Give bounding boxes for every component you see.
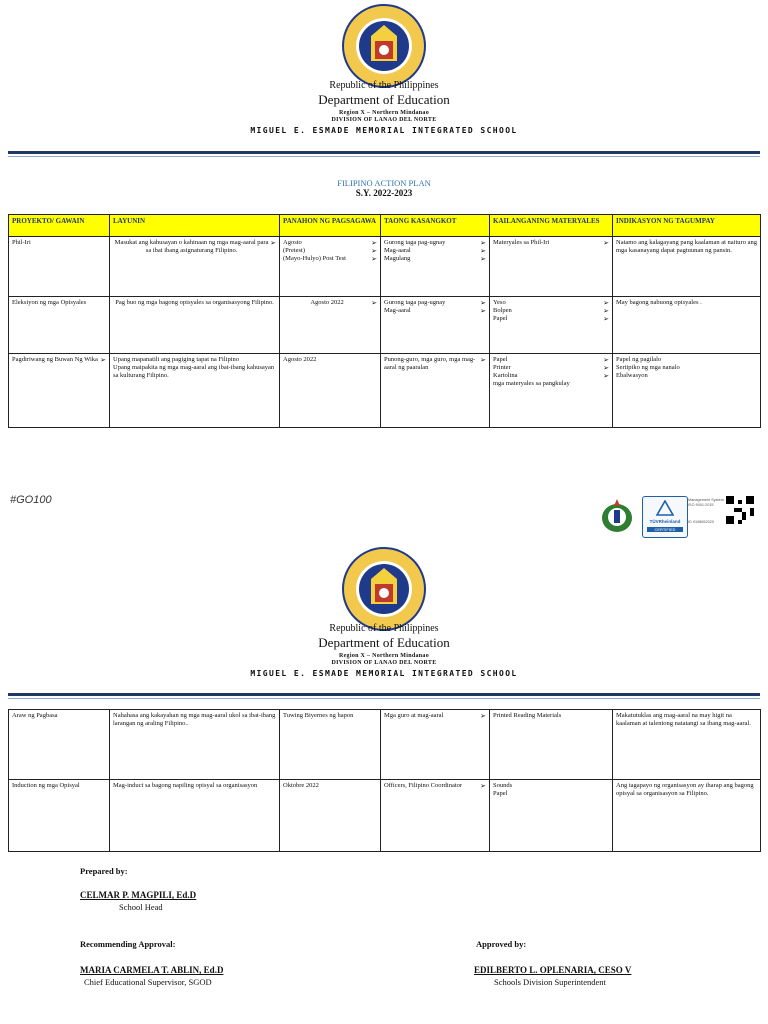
cell-taong — [381, 710, 490, 780]
approved-name: EDILBERTO L. OPLENARIA, CESO V — [474, 965, 632, 975]
bullet-arrow-icon: ➢ — [480, 239, 486, 247]
cell-text: Bolpen — [493, 307, 512, 314]
cell-panahon: Agosto 2022 — [280, 354, 381, 428]
col-header-layunin: LAYUNIN — [110, 215, 280, 237]
school-name: MIGUEL E. ESMADE MEMORIAL INTEGRATED SCHOOL — [250, 669, 518, 678]
cell-proyekto: Phil-Iri — [9, 237, 110, 297]
cell-text: Mag-aaral — [384, 247, 411, 254]
qr-code-icon — [726, 496, 754, 524]
bullet-arrow-icon: ➢ — [371, 247, 377, 255]
header-rule — [8, 151, 760, 154]
table-row — [9, 354, 761, 428]
bullet-arrow-icon: ➢ — [603, 239, 609, 247]
cell-text: Agosto — [283, 239, 302, 246]
division-line: DIVISION OF LANAO DEL NORTE — [331, 117, 437, 123]
deped-seal-logo — [341, 3, 427, 89]
bullet-arrow-icon: ➢ — [603, 315, 609, 323]
cell-text: Materyales sa Phil-Iri — [493, 239, 550, 246]
cell-text: Kartolina — [493, 372, 518, 379]
bullet-arrow-icon: ➢ — [371, 239, 377, 247]
cell-taong — [381, 237, 490, 297]
region-line: Region X – Northern Mindanao — [338, 653, 430, 659]
header-rule-thin — [8, 698, 760, 699]
republic-line: Republic of the Philippines — [329, 80, 439, 91]
cell-text: Papel — [493, 356, 508, 363]
bullet-arrow-icon: ➢ — [603, 364, 609, 372]
tuv-triangle-icon — [656, 500, 674, 516]
tuv-certification-badge — [642, 496, 688, 538]
cell-panahon: Tuwing Biyernes ng hapon — [280, 710, 381, 780]
cell-panahon — [280, 297, 381, 354]
cell-indikasyon: Makatutuklas ang mag-aaral na may higit na kaalaman at talentong natatangi sa ibang mag-aaral. — [613, 710, 761, 780]
region-line: Region X – Northern Mindanao — [338, 110, 430, 116]
bullet-arrow-icon: ➢ — [603, 372, 609, 380]
prepared-title: School Head — [119, 902, 163, 912]
mgmt-system: Management System — [688, 498, 724, 502]
cell-text: (Pretest) — [283, 247, 306, 254]
table-row — [9, 780, 761, 852]
recommending-title: Chief Educational Supervisor, SGOD — [84, 977, 212, 987]
go100-tag: #GO100 — [10, 494, 52, 506]
cell-text: Gurong taga pag-ugnay — [384, 299, 446, 306]
bullet-arrow-icon: ➢ — [603, 299, 609, 307]
approved-label: Approved by: — [476, 939, 527, 949]
cell-text: Gurong taga pag-ugnay — [384, 239, 446, 246]
cell-materyales — [490, 354, 613, 428]
cell-proyekto: Induction ng mga Opisyal — [9, 780, 110, 852]
cell-text: Officers, Filipino Coordinator — [384, 782, 463, 789]
cell-text: Yeso — [493, 299, 506, 306]
cell-layunin — [110, 354, 280, 428]
bullet-arrow-icon: ➢ — [480, 712, 486, 720]
cell-text: Magulang — [384, 255, 411, 262]
bullet-arrow-icon: ➢ — [480, 356, 486, 364]
cell-taong — [381, 780, 490, 852]
school-year: S.Y. 2022-2023 — [355, 188, 413, 198]
cell-text: Mga guro at mag-aaral — [384, 712, 444, 719]
bullet-arrow-icon: ➢ — [603, 307, 609, 315]
cell-layunin: Mag-induct sa bagong napiling opisyal sa organisasyon — [110, 780, 280, 852]
cell-text: Papel ng pagilalo — [616, 356, 662, 363]
cell-proyekto — [9, 354, 110, 428]
cell-text: Pagdiriwang ng Buwan Ng Wika — [12, 356, 98, 363]
header-rule — [8, 693, 760, 696]
cell-text: Papel — [493, 315, 508, 322]
cell-text: Upang mapanatili ang pagiging tapat na Filipino — [113, 356, 240, 363]
school-emblem-logo — [598, 496, 636, 536]
col-header-proyekto: PROYEKTO/ GAWAIN — [9, 215, 110, 237]
cell-indikasyon: Natamo ang kalagayang pang kaalaman at naituro ang mga kasanayang dapat pagtuunan ng pansin. — [613, 237, 761, 297]
bullet-arrow-icon: ➢ — [480, 299, 486, 307]
cell-layunin — [110, 237, 280, 297]
prepared-label: Prepared by: — [80, 866, 128, 876]
cell-materyales — [490, 780, 613, 852]
cell-layunin: Nahahasa ang kakayahan ng mga mag-aaral ukol sa ibat-ibang larangan ng araling Filipino.. — [110, 710, 280, 780]
iso-standard: ISO 9001:2015 — [688, 503, 714, 507]
republic-line: Republic of the Philippines — [329, 623, 439, 634]
cert-id: ID 9108652020 — [688, 520, 714, 524]
recommending-name: MARIA CARMELA T. ABLIN, Ed.D — [80, 965, 224, 975]
table-row — [9, 297, 761, 354]
department-line: Department of Education — [318, 92, 450, 107]
bullet-arrow-icon: ➢ — [480, 782, 486, 790]
cell-taong — [381, 297, 490, 354]
cell-text: Papel — [493, 790, 508, 797]
tuv-certified: CERTIFIED — [647, 527, 683, 532]
cell-proyekto: Eleksiyon ng mga Opisyales — [9, 297, 110, 354]
table-row — [9, 710, 761, 780]
cell-text: Printer — [493, 364, 511, 371]
bullet-arrow-icon: ➢ — [371, 299, 377, 307]
cell-indikasyon — [613, 354, 761, 428]
cell-text: Masukat ang kahusayan o kahinaan ng mga mag-aaral para sa ibat ibang asignaturang Filipino. — [114, 239, 269, 254]
department-line: Department of Education — [318, 635, 450, 650]
cell-text: Upang maipakita ng mga mag-aaral ang ibat-ibang kahusayan sa kulturang Filipino. — [113, 364, 275, 379]
table-header-row — [9, 215, 761, 237]
cell-text: Agosto 2022 — [310, 299, 344, 306]
cell-text: (Mayo-Hulyo) Post Test — [283, 255, 346, 262]
cell-text: Sounds — [493, 782, 513, 789]
cell-panahon — [280, 237, 381, 297]
recommending-label: Recommending Approval: — [80, 939, 176, 949]
col-header-indikasyon: INDIKASYON NG TAGUMPAY — [613, 215, 761, 237]
cell-proyekto: Araw ng Pagbasa — [9, 710, 110, 780]
approved-title: Schools Division Superintendent — [494, 977, 606, 987]
action-plan-table — [8, 214, 761, 428]
action-plan-table-continued — [8, 709, 761, 852]
cell-layunin: Pag buo ng mga bagong opisyales sa organisasyong Filipino. — [110, 297, 280, 354]
iso-info — [688, 498, 728, 525]
cell-text: Mag-aaral — [384, 307, 411, 314]
cell-text: mga materyales sa pangkulay — [493, 380, 570, 387]
plan-title: FILIPINO ACTION PLAN — [337, 178, 431, 188]
division-line: DIVISION OF LANAO DEL NORTE — [331, 660, 437, 666]
bullet-arrow-icon: ➢ — [480, 255, 486, 263]
col-header-panahon: PANAHON NG PAGSAGAWA — [280, 215, 381, 237]
school-name: MIGUEL E. ESMADE MEMORIAL INTEGRATED SCHOOL — [250, 126, 518, 135]
cell-materyales — [490, 297, 613, 354]
bullet-arrow-icon: ➢ — [480, 307, 486, 315]
cell-text: Punong-guro, mga guro, mga mag-aaral ng paaralan — [384, 356, 476, 371]
cell-text: Ebalwasyon — [616, 372, 648, 379]
table-row — [9, 237, 761, 297]
prepared-name: CELMAR P. MAGPILI, Ed.D — [80, 890, 197, 900]
cell-panahon: Oktobre 2022 — [280, 780, 381, 852]
header-rule-thin — [8, 156, 760, 157]
col-header-taong: TAONG KASANGKOT — [381, 215, 490, 237]
bullet-arrow-icon: ➢ — [371, 255, 377, 263]
deped-seal-logo — [341, 546, 427, 632]
cell-taong — [381, 354, 490, 428]
bullet-arrow-icon: ➢ — [270, 239, 276, 247]
bullet-arrow-icon: ➢ — [603, 356, 609, 364]
cell-text: Sertipiko ng mga nanalo — [616, 364, 680, 371]
bullet-arrow-icon: ➢ — [480, 247, 486, 255]
tuv-brand: TÜVRheinland — [649, 519, 681, 524]
col-header-materyales: KAILANGANING MATERYALES — [490, 215, 613, 237]
bullet-arrow-icon: ➢ — [100, 356, 106, 364]
cell-materyales: Printed Reading Materials — [490, 710, 613, 780]
cell-materyales — [490, 237, 613, 297]
cell-indikasyon: May bagong nabuong opisyales . — [613, 297, 761, 354]
cell-indikasyon: Ang tagapayo ng organisasyon ay iharap ang bagong opisyal sa organisasyon sa Filipino. — [613, 780, 761, 852]
